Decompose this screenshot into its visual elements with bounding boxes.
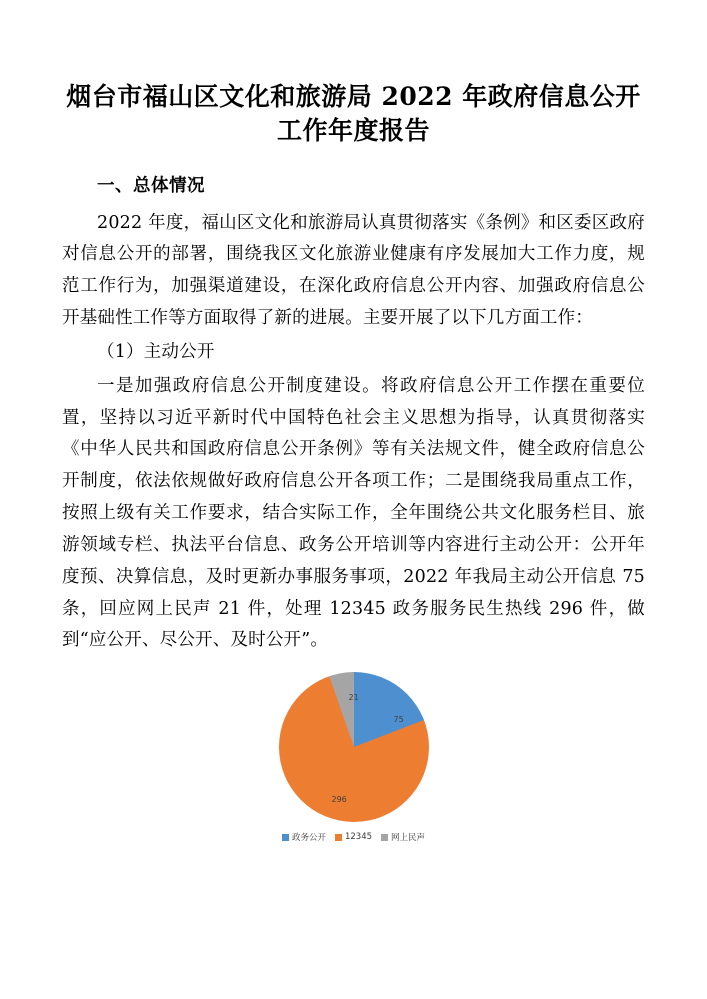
legend-label-1: 12345 [344,832,373,843]
paragraph-disclosure-detail: 一是加强政府信息公开制度建设。将政府信息公开工作摆在重要位置，坚持以习近平新时代中国特色社会主义思想为指导，认真贯彻落实《中华人民共和国政府信息公开条例》等有关法规文件，健全政府信息公开制度，依法依规做好政府信息公开各项工作；二是围绕我局重点工作，按照上级有关工作要求，结合实际工作，全年围绕公共文化服务栏目、旅游领域专栏、执法平台信息、政务公开培训等内容进行主动公开：公开年度预、决算信息，及时更新办事服务事项，2022 年我局主动公开信息 75 条，回应网上民声 21 件，处理 12345 政务服务民生热线 296 件，做到“应公开、尽公开、及时公开”。 [62,375,645,651]
pie-label-value-2: 21 [348,693,359,703]
page-title: 烟台市福山区文化和旅游局 2022 年政府信息公开工作年度报告 [66,82,641,145]
legend-item-0 [282,831,326,843]
legend-item-2 [381,831,425,843]
legend-item-1 [335,831,372,843]
legend-swatch-icon-2 [381,834,388,841]
pie-label-value-0: 75 [393,715,404,725]
legend-label-2: 网上民声 [391,833,426,844]
paragraph-overview: 2022 年度，福山区文化和旅游局认真贯彻落实《条例》和区委区政府对信息公开的部署，围绕我区文化旅游业健康有序发展加大工作力度，规范工作行为，加强渠道建设，在深化政府信息公开内容、加强政府信息公开基础性工作等方面取得了新的进展。主要开展了以下几方面工作： [62,212,645,329]
pie-label-value-1: 296 [331,795,347,805]
pie-chart [62,667,645,857]
paragraph-subheading-active-disclosure: （1）主动公开 [97,341,215,362]
pie-legend [189,831,519,843]
pie-chart-box [189,667,519,857]
section-heading: 一、总体情况 [97,175,205,196]
legend-swatch-icon-0 [282,834,289,841]
legend-label-0: 政务公开 [291,833,326,844]
pie-plot-area [189,667,519,827]
legend-swatch-icon-1 [335,834,342,841]
